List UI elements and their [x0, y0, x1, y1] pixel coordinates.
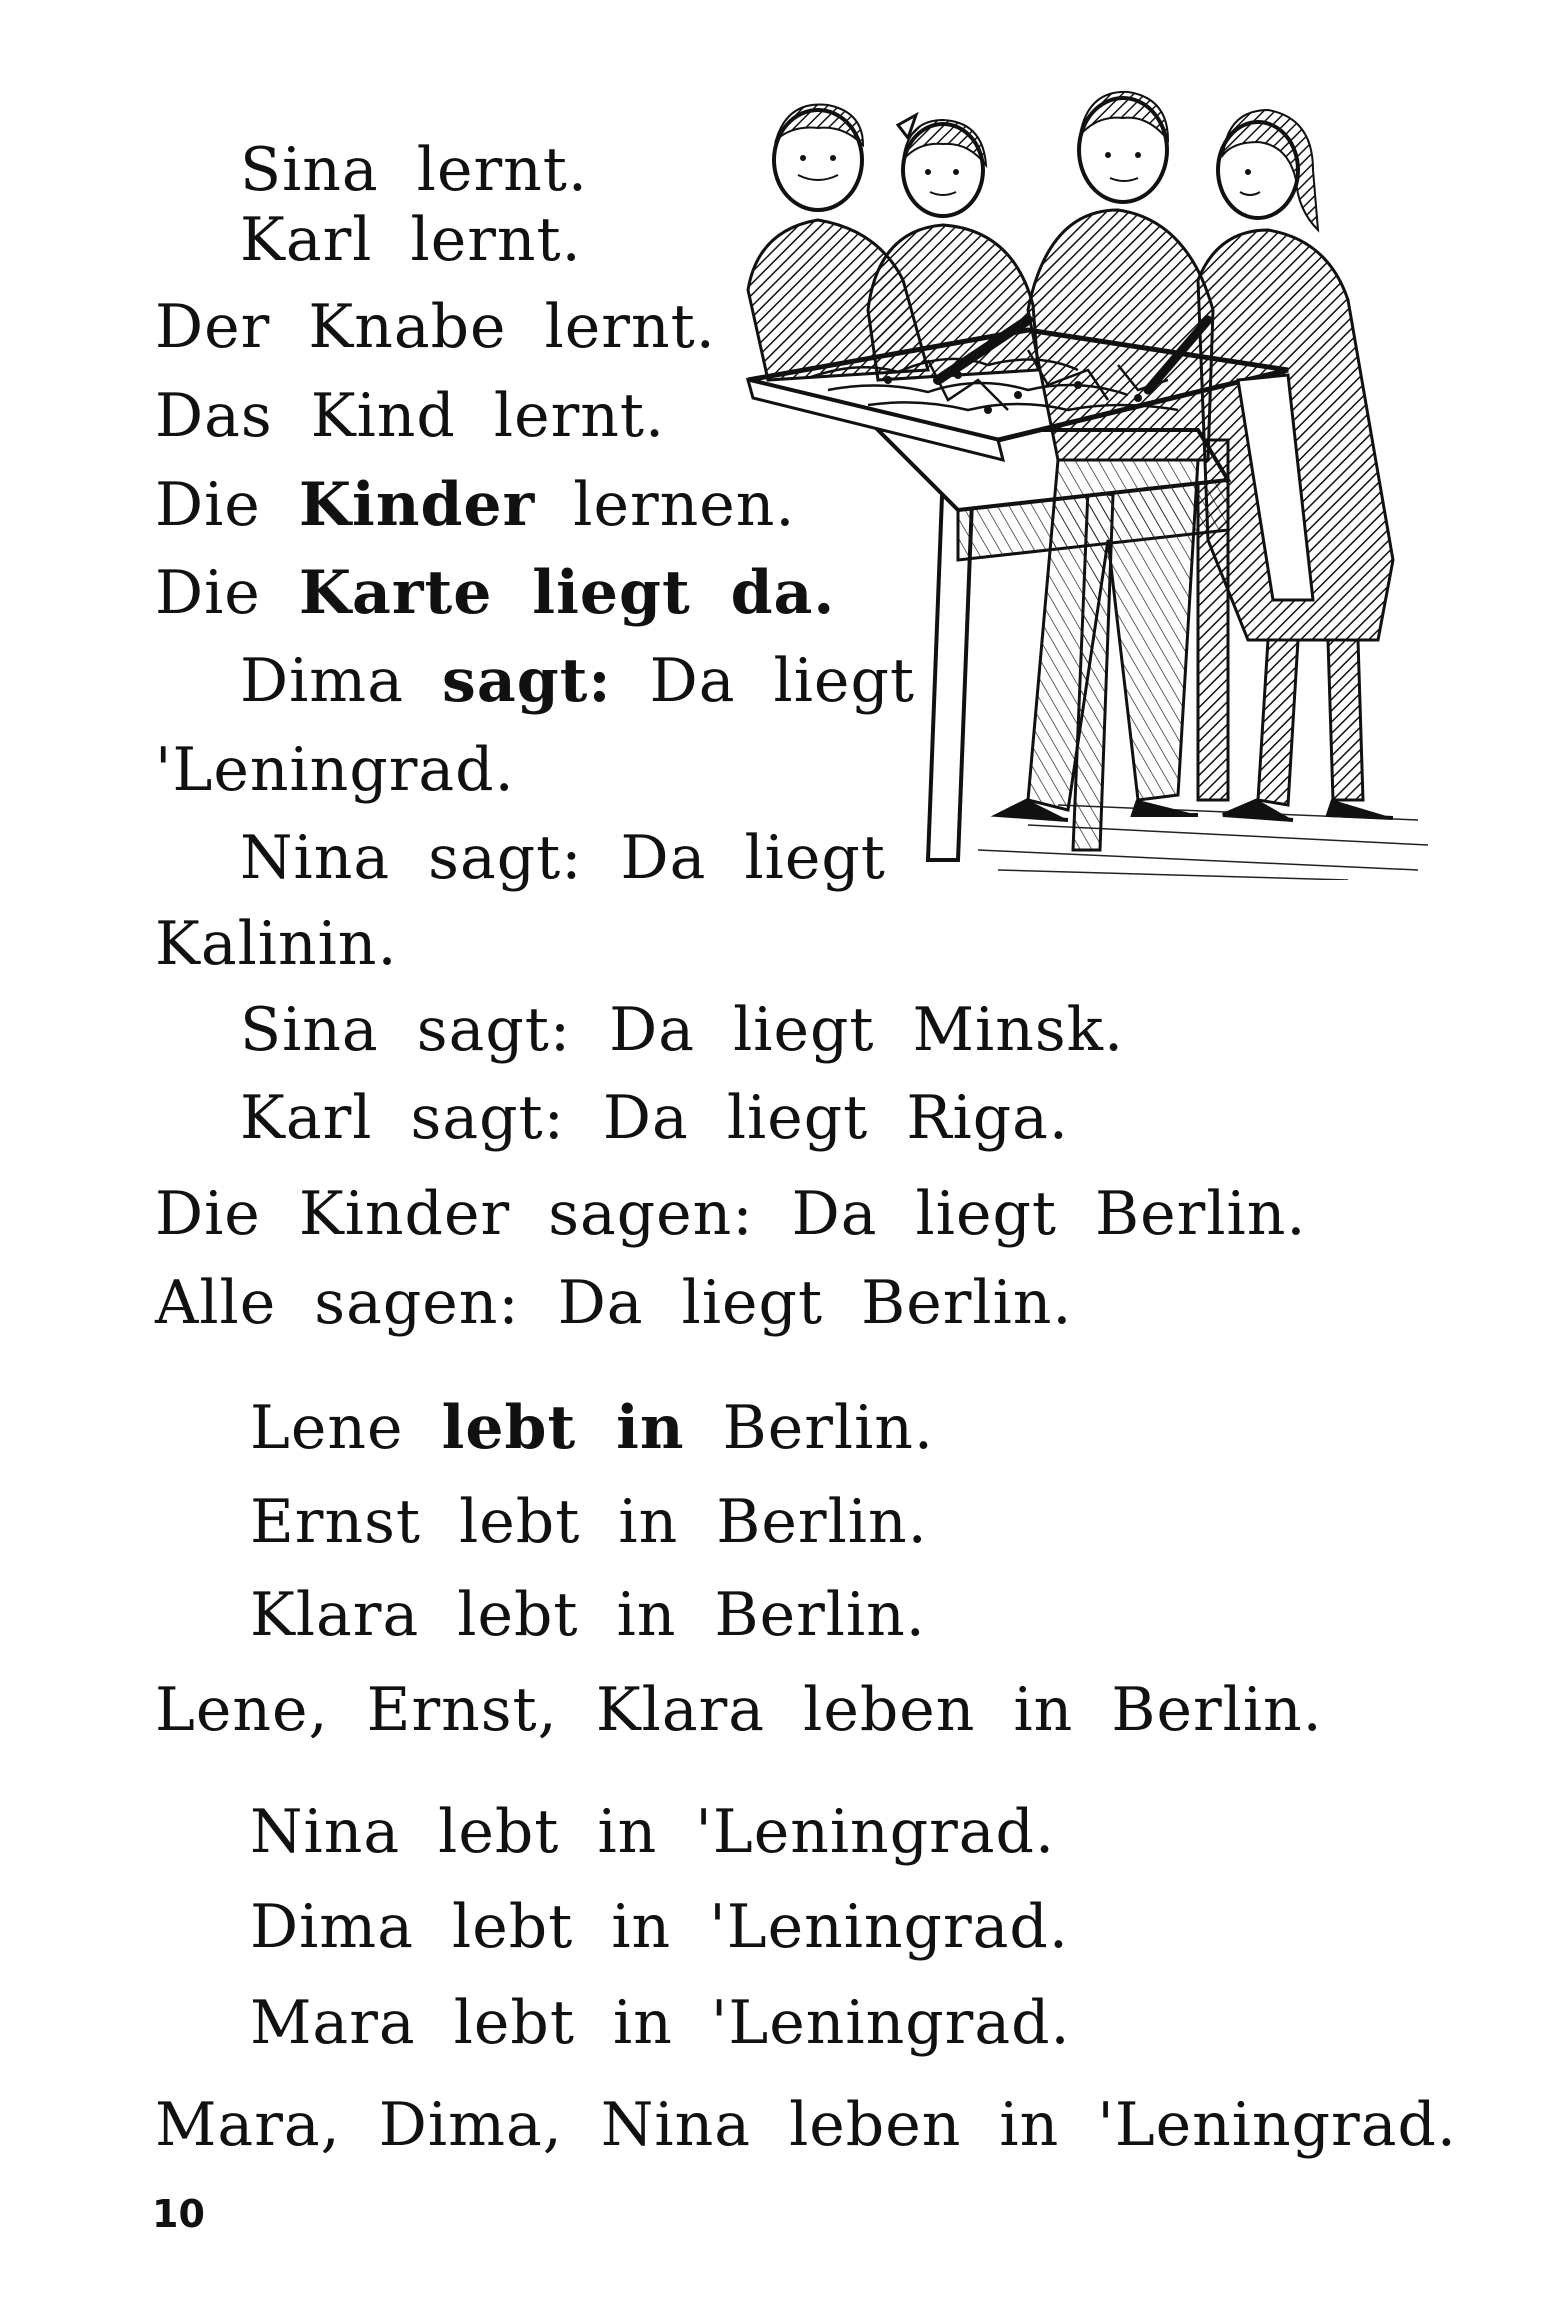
- bold-word: sagt:: [442, 646, 612, 716]
- text-line: [155, 381, 666, 451]
- text-line: [250, 1487, 928, 1557]
- text-segment: Das Kind lernt.: [155, 381, 666, 451]
- text-line: [240, 1083, 1069, 1153]
- text-segment: Mara lebt in 'Leningrad.: [250, 1988, 1071, 2058]
- text-line: [155, 470, 796, 540]
- text-segment: Alle sagen: Da liegt Berlin.: [155, 1268, 1073, 1338]
- text-line: [240, 995, 1125, 1065]
- text-segment: 'Leningrad.: [155, 735, 515, 805]
- text-segment: Kalinin.: [155, 909, 398, 979]
- text-segment: Sina sagt: Da liegt Minsk.: [240, 995, 1125, 1065]
- text-segment: Klara lebt in Berlin.: [250, 1580, 926, 1650]
- text-line: [155, 1179, 1307, 1249]
- text-segment: Mara, Dima, Nina leben in 'Leningrad.: [155, 2090, 1457, 2160]
- bold-word: lebt in: [441, 1393, 685, 1463]
- text-segment: Die Kinder sagen: Da liegt Berlin.: [155, 1179, 1307, 1249]
- text-line: [155, 909, 398, 979]
- bold-word: Kinder: [298, 470, 536, 540]
- text-line: [250, 1580, 926, 1650]
- text-segment: Die: [155, 558, 299, 628]
- text-segment: Lene, Ernst, Klara leben in Berlin.: [155, 1675, 1323, 1745]
- text-segment: lernen.: [535, 470, 796, 540]
- text-segment: Da liegt: [611, 646, 915, 716]
- text-segment: Der Knabe lernt.: [155, 292, 716, 362]
- bold-word: Karte liegt da.: [298, 558, 836, 628]
- text-segment: Karl sagt: Da liegt Riga.: [240, 1083, 1069, 1153]
- text-line: [240, 205, 582, 275]
- text-line: [155, 2090, 1457, 2160]
- text-line: [250, 1892, 1069, 1962]
- text-segment: Dima lebt in 'Leningrad.: [250, 1892, 1069, 1962]
- page-number: 10: [152, 2192, 205, 2236]
- text-segment: Berlin.: [684, 1393, 934, 1463]
- text-segment: Nina sagt: Da liegt: [240, 823, 886, 893]
- text-line: [155, 292, 716, 362]
- children-reading-map-illustration: [728, 80, 1448, 880]
- text-line: [155, 1268, 1073, 1338]
- text-segment: Karl lernt.: [240, 205, 582, 275]
- text-segment: Dima: [240, 646, 443, 716]
- text-line: [155, 735, 515, 805]
- text-line: [250, 1797, 1056, 1867]
- text-segment: Sina lernt.: [240, 135, 588, 205]
- text-line: [250, 1988, 1071, 2058]
- text-line: [250, 1393, 934, 1463]
- text-segment: Ernst lebt in Berlin.: [250, 1487, 928, 1557]
- text-segment: Lene: [250, 1393, 442, 1463]
- text-segment: Nina lebt in 'Leningrad.: [250, 1797, 1056, 1867]
- text-line: [240, 135, 588, 205]
- text-segment: Die: [155, 470, 299, 540]
- text-line: [155, 1675, 1323, 1745]
